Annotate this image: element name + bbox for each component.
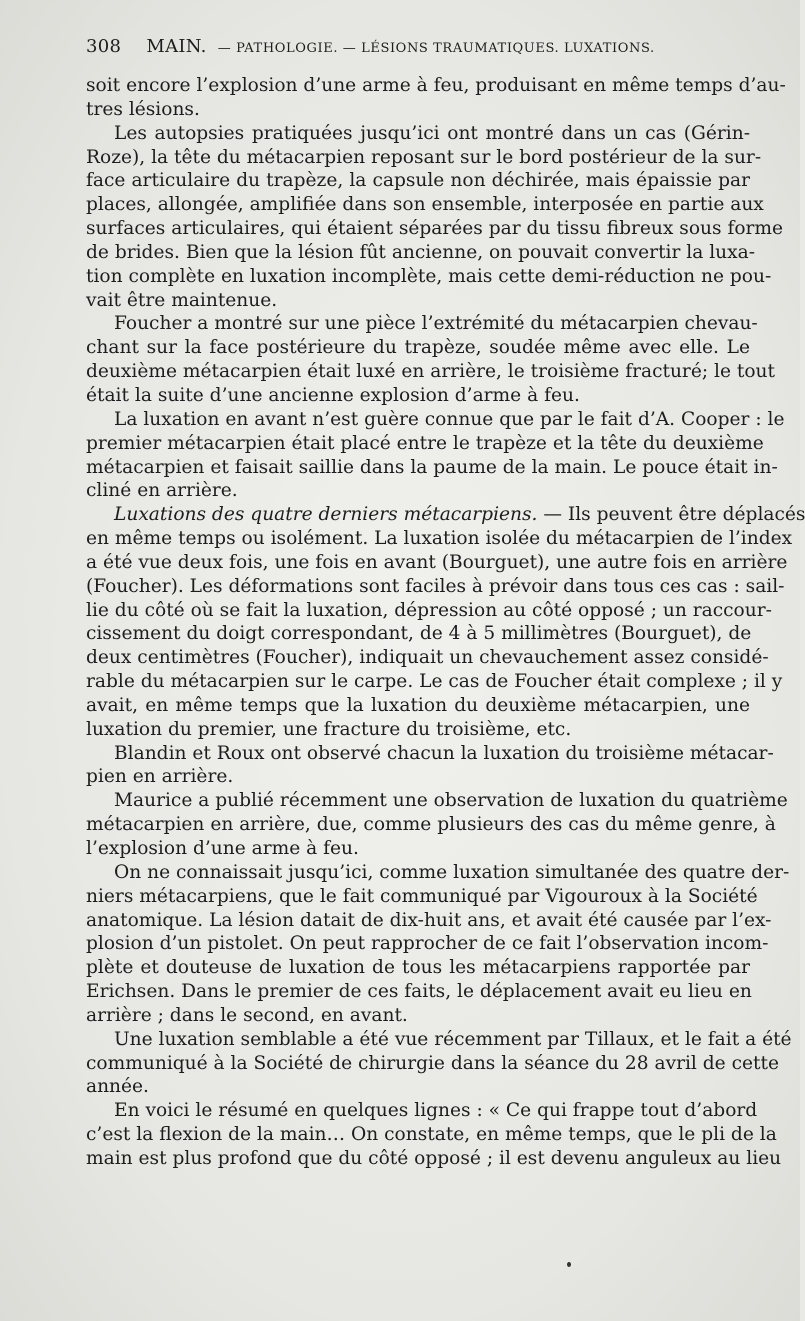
text-line: pien en arrière. <box>86 766 234 788</box>
text-line: (Foucher). Les déformations sont faciles à prévoir dans tous ces cas : sail- <box>86 575 785 597</box>
text-line: c’est la flexion de la main… On constate, en même temps, que le pli de la <box>86 1124 777 1146</box>
text-line: a été vue deux fois, une fois en avant (Bourguet), une autre fois en arrière <box>86 551 788 573</box>
text-line: face articulaire du trapèze, la capsule non déchirée, mais épaissie par <box>86 170 750 192</box>
text-line: soit encore l’explosion d’une arme à feu, produisant en même temps d’au- <box>86 75 786 96</box>
text-line: deux centimètres (Foucher), indiquait un chevauchement assez considé- <box>86 647 769 669</box>
text-line: avait, en même temps que la luxation du deuxième métacarpien, une <box>86 694 750 716</box>
text-line: luxation du premier, une fracture du troisième, etc. <box>86 718 572 740</box>
text-line: communiqué à la Société de chirurgie dans la séance du 28 avril de cette <box>86 1052 779 1074</box>
line-rest: — Ils peuvent être déplacés <box>537 504 805 526</box>
text-line: plosion d’un pistolet. On peut rapprocher de ce fait l’observation incom- <box>86 933 769 955</box>
text-line: premier métacarpien était placé entre le trapèze et la tête du deuxième <box>86 432 764 454</box>
text-line: Les autopsies pratiquées jusqu’ici ont montré dans un cas (Gérin- <box>114 122 750 144</box>
text-line: anatomique. La lésion datait de dix-huit ans, et avait été causée par l’ex- <box>86 909 772 931</box>
text-line: places, allongée, amplifiée dans son ensemble, interposée en partie aux <box>86 194 764 216</box>
text-line: tres lésions. <box>86 98 200 120</box>
text-line: deuxième métacarpien était luxé en arrière, le troisième fracturé; le tout <box>86 361 775 383</box>
text-line: Blandin et Roux ont observé chacun la luxation du troisième métacar- <box>114 742 774 764</box>
text-line: en même temps ou isolément. La luxation isolée du métacarpien de l’index <box>86 528 793 550</box>
text-line: arrière ; dans le second, en avant. <box>86 1004 408 1026</box>
text-line: l’explosion d’une arme à feu. <box>86 838 359 859</box>
text-line: Erichsen. Dans le premier de ces faits, le déplacement avait eu lieu en <box>86 981 752 1003</box>
text-line: année. <box>86 1076 149 1098</box>
text-line: Roze), la tête du métacarpien reposant sur le bord postérieur de la sur- <box>86 146 762 168</box>
text-line: vait être maintenue. <box>86 289 278 311</box>
body-text <box>86 74 805 1171</box>
header-section: MAIN. <box>146 36 207 57</box>
text-line: niers métacarpiens, que le fait communiqué par Vigouroux à la Société <box>86 885 758 907</box>
running-header <box>86 36 756 60</box>
text-line <box>86 503 805 527</box>
text-line: rable du métacarpien sur le carpe. Le cas de Foucher était complexe ; il y <box>86 671 783 693</box>
text-line: métacarpien et faisait saillie dans la paume de la main. Le pouce était in- <box>86 456 778 478</box>
text-line: cliné en arrière. <box>86 480 238 502</box>
text-line: On ne connaissait jusqu’ici, comme luxation simultanée des quatre der- <box>114 861 790 883</box>
text-line: main est plus profond que du côté opposé ; il est devenu anguleux au lieu <box>86 1147 782 1169</box>
text-line: chant sur la face postérieure du trapèze, soudée même avec elle. Le <box>86 337 750 359</box>
text-line: La luxation en avant n’est guère connue que par le fait d’A. Cooper : le <box>114 408 785 430</box>
page-number: 308 <box>86 36 122 57</box>
text-line: lie du côté où se fait la luxation, dépression au côté opposé ; un raccour- <box>86 599 772 621</box>
text-line: métacarpien en arrière, due, comme plusieurs des cas du même genre, à <box>86 814 776 836</box>
text-line: Foucher a montré sur une pièce l’extrémité du métacarpien chevau- <box>114 313 758 335</box>
text-line: était la suite d’une ancienne explosion d’arme à feu. <box>86 384 580 406</box>
text-line: surfaces articulaires, qui étaient séparées par du tissu fibreux sous forme <box>86 218 784 240</box>
text-line: tion complète en luxation incomplète, mais cette demi-réduction ne pou- <box>86 265 772 287</box>
text-line: En voici le résumé en quelques lignes : « Ce qui frappe tout d’abord <box>114 1100 758 1122</box>
header-subtitle: — PATHOLOGIE. — LÉSIONS TRAUMATIQUES. LUXATIONS. <box>217 41 655 56</box>
ink-speck <box>567 1262 571 1267</box>
text-line: Une luxation semblable a été vue récemment par Tillaux, et le fait a été <box>114 1028 792 1050</box>
text-line: plète et douteuse de luxation de tous les métacarpiens rapportée par <box>86 957 750 979</box>
text-line: Maurice a publié récemment une observation de luxation du quatrième <box>114 790 788 812</box>
italic-heading: Luxations des quatre derniers métacarpiens. <box>114 504 538 526</box>
text-line: de brides. Bien que la lésion fût ancienne, on pouvait convertir la luxa- <box>86 241 756 263</box>
text-line: cissement du doigt correspondant, de 4 à 5 millimètres (Bourguet), de <box>86 623 752 645</box>
